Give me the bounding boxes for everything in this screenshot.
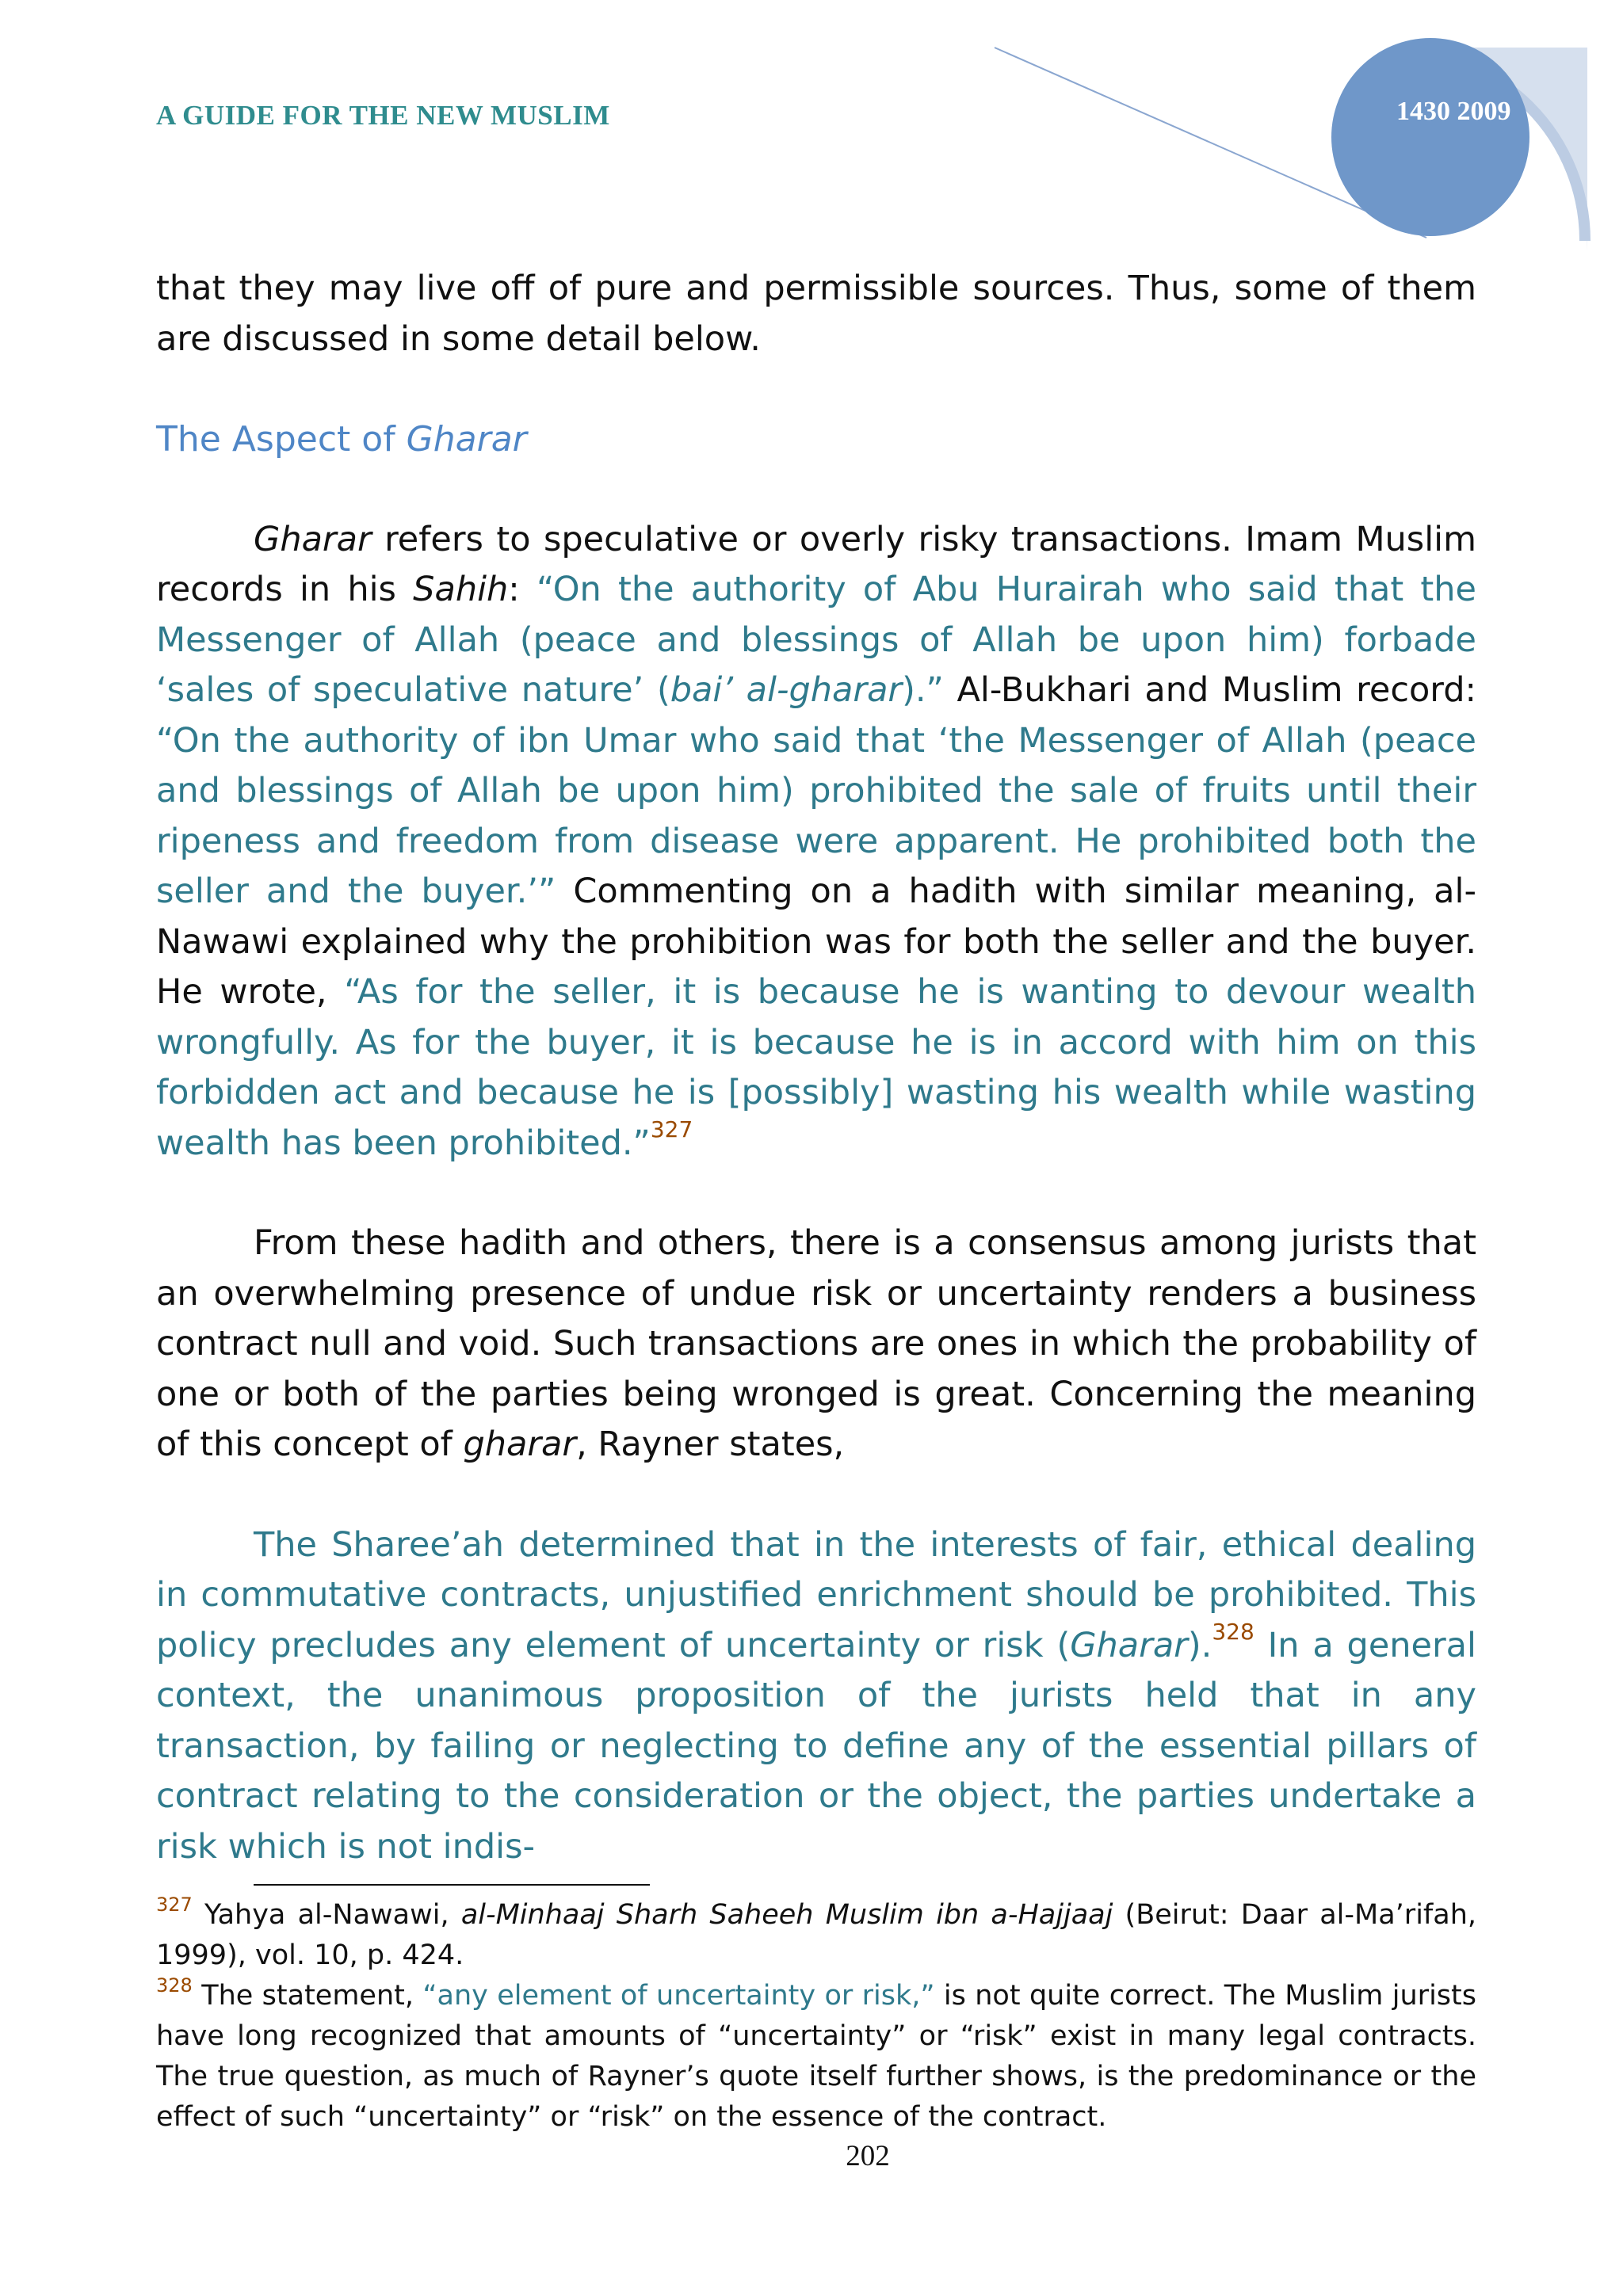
text-span: Al-Bukhari and Muslim record: xyxy=(943,670,1476,710)
section-heading xyxy=(156,414,1476,465)
footnote-327 xyxy=(156,1895,1476,1976)
term-gharar: Gharar xyxy=(254,519,372,559)
year-badge-circle xyxy=(1331,38,1529,236)
footnote-number: 327 xyxy=(156,1894,193,1916)
nawawi-quote: “As for the seller, it is because he is wanting to devour wealth wrongfully. As for the buyer, it is because he is in accord with him on this forbidden act and because he is [possibly] wasting his wealth while wasting wealth has been prohibited.” xyxy=(156,972,1476,1163)
footnote-book-title: al-Minhaaj Sharh Saheeh Muslim ibn a-Hajjaaj xyxy=(460,1899,1113,1931)
term-sahih: Sahih xyxy=(413,570,509,609)
heading-italic: Gharar xyxy=(406,419,527,460)
quote-text: In a general context, the unanimous proposition of the jurists held that in any transaction, by failing or neglecting to define any of the essential pillars of contract relating to the consideration or the object, the parties undertake a risk which is not indis- xyxy=(156,1625,1476,1867)
year-badge: 1430 2009 xyxy=(1396,97,1511,126)
paragraph-consensus xyxy=(156,1219,1476,1470)
heading-prefix: The Aspect of xyxy=(156,419,407,460)
footnote-quote: “any element of uncertainty or risk,” xyxy=(422,1980,935,2012)
page-body xyxy=(156,264,1476,1872)
text-span: refers to speculative or overly risky transactions. Imam Muslim records in his xyxy=(156,519,1476,609)
block-quote-rayner xyxy=(156,1520,1476,1873)
running-title: A GUIDE FOR THE NEW MUSLIM xyxy=(156,100,610,131)
hadith-quote-1-end: ).” xyxy=(902,670,944,710)
page-number: 202 xyxy=(846,2140,890,2172)
text-span: From these hadith and others, there is a consensus among jurists that an overwhelming presence of undue risk or uncertainty renders a business contract null and void. Such transactions are ones in which the probability of one or both of the parties being wronged is great. Concerning the meaning of this concept of xyxy=(156,1223,1476,1464)
footnote-ref-328[interactable]: 328 xyxy=(1212,1618,1254,1645)
term-gharar: Gharar xyxy=(1070,1625,1188,1665)
quote-text: ). xyxy=(1187,1625,1212,1665)
footnote-text: is not quite correct. The Muslim jurists have long recognized that amounts of “uncertainty” or “risk” exist in many legal contracts. The true question, as much of Rayner’s quote itself further shows, is the predominance or the effect of such “uncertainty” or “risk” on the essence of the contract. xyxy=(156,1980,1476,2133)
paragraph-gharar xyxy=(156,515,1476,1169)
footnote-text: The statement, xyxy=(192,1980,423,2012)
footnote-text: (Beirut: Daar al-Ma’rifah, 1999), vol. 10, p. 424. xyxy=(156,1899,1476,1971)
term-gharar: gharar xyxy=(463,1425,577,1464)
footnote-ref-327[interactable]: 327 xyxy=(650,1116,693,1142)
text-span: Commenting on a hadith with similar meaning, al-Nawawi explained why the prohibition was for both the seller and the buyer. He wrote, xyxy=(156,871,1476,1012)
footnotes xyxy=(156,1895,1476,2138)
footnote-number: 328 xyxy=(156,1974,193,1997)
text-span: : xyxy=(508,570,537,609)
term-bai-al-gharar: bai’ al-gharar xyxy=(670,670,903,710)
hadith-quote-2: “On the authority of ibn Umar who said that ‘the Messenger of Allah (peace and blessings of Allah be upon him) prohibited the sale of fruits until their ripeness and freedom from disease were apparent. He prohibited both the seller and the buyer.’” xyxy=(156,720,1476,911)
hadith-quote-1: “On the authority of Abu Hurairah who said that the Messenger of Allah (peace and blessings of Allah be upon him) forbade ‘sales of speculative nature’ ( xyxy=(156,570,1476,710)
paragraph-intro: that they may live off of pure and permissible sources. Thus, some of them are discussed in some detail below. xyxy=(156,269,1476,359)
quote-text: The Sharee’ah determined that in the interests of fair, ethical dealing in commutative contracts, unjustified enrichment should be prohibited. This policy precludes any element of uncertainty or risk ( xyxy=(156,1524,1476,1665)
footnote-separator xyxy=(254,1884,650,1886)
header-decoration xyxy=(0,0,1623,269)
footnote-328 xyxy=(156,1976,1476,2138)
text-span: , Rayner states, xyxy=(576,1425,845,1464)
footnote-text: Yahya al-Nawawi, xyxy=(192,1899,461,1931)
